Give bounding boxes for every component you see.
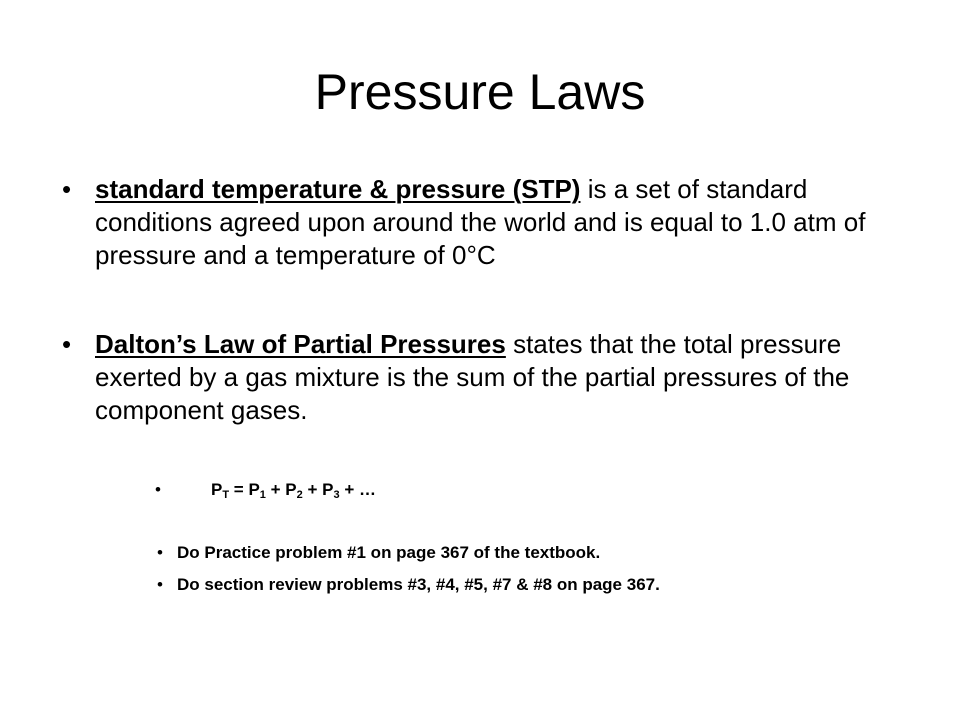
formula-sub-2: 2 <box>296 489 303 501</box>
formula-expression <box>211 478 376 507</box>
task-text: Do section review problems #3, #4, #5, #7 & #8 on page 367. <box>177 575 660 594</box>
bullet-marker: • <box>62 174 72 204</box>
slide-title: Pressure Laws <box>314 64 646 120</box>
formula-sub-3: 3 <box>333 489 340 501</box>
task-practice-problem <box>157 541 600 565</box>
bullet-marker: • <box>62 329 72 359</box>
bullet-marker: • <box>155 480 161 499</box>
task-section-review <box>157 573 660 597</box>
bullet-daltons-law <box>62 328 915 427</box>
formula-plus-1: + P <box>265 480 297 499</box>
formula-p: P <box>211 480 223 499</box>
formula-tail: + … <box>339 480 376 499</box>
daltons-law-term: Dalton’s Law of Partial Pressures <box>95 329 506 359</box>
bullet-marker: • <box>157 575 163 594</box>
formula-sub-1: 1 <box>259 489 266 501</box>
stp-definition: is a set of standard conditions agreed upon around the world and is equal to 1.0 atm of pressure and a temperature of 0°C <box>95 174 866 270</box>
formula-plus-2: + P <box>302 480 334 499</box>
daltons-law-definition: states that the total pressure exerted by a gas mixture is the sum of the partial pressures of the component gases. <box>95 329 850 425</box>
formula-sub-t: T <box>222 489 230 501</box>
stp-term: standard temperature & pressure (STP) <box>95 174 581 204</box>
bullet-marker: • <box>157 543 163 562</box>
task-text: Do Practice problem #1 on page 367 of the textbook. <box>177 543 601 562</box>
formula-eq: = P <box>229 480 260 499</box>
bullet-stp <box>62 173 915 272</box>
